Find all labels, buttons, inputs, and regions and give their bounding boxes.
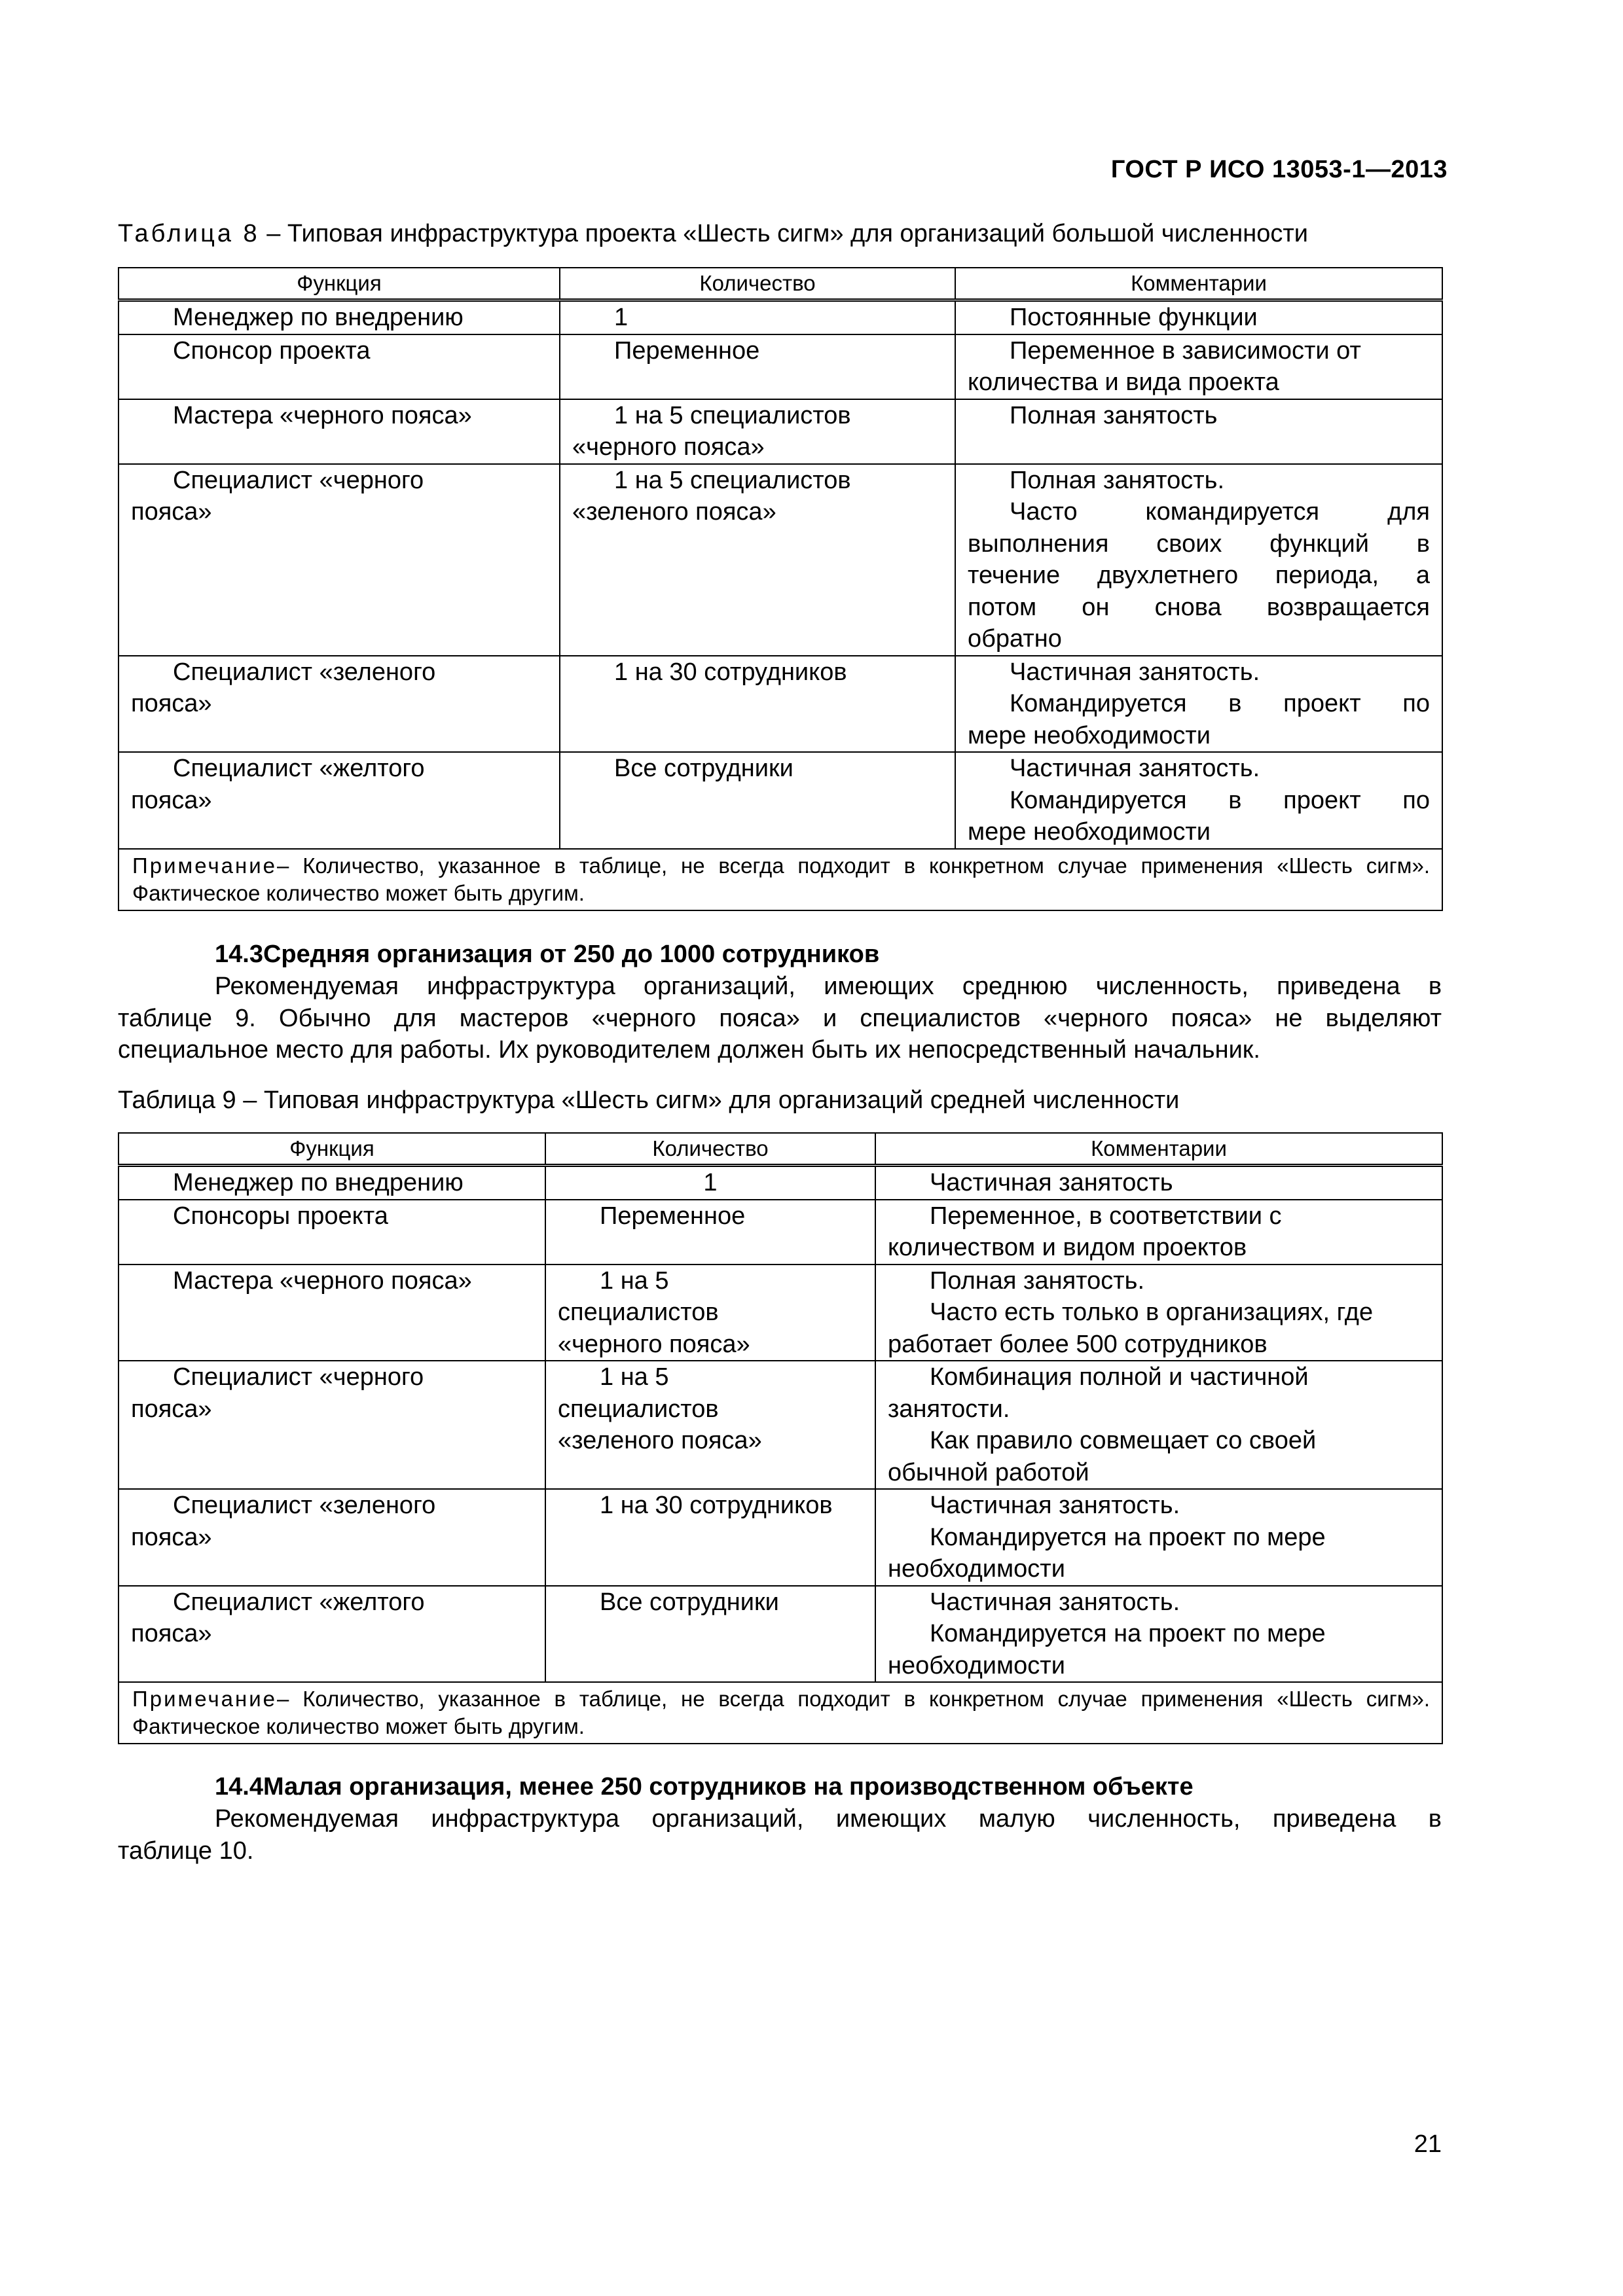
comment-cell: Частичная занятость. Командируется на проект по мере необходимости [875, 1586, 1442, 1683]
quantity-cell: 1 на 5 специалистов «зеленого пояса» [560, 464, 955, 656]
table-row [119, 1361, 1442, 1489]
function-cell: Специалист «желтого пояса» [119, 1586, 545, 1683]
column-header-quantity: Количество [560, 268, 955, 300]
column-header-comments: Комментарии [955, 268, 1442, 300]
comment-cell: Полная занятость. Часто командируется для выполнения своих функций в течение двухлетнего периода, а потом он снова возвращается обратно [955, 464, 1442, 656]
quantity-cell: Переменное [545, 1200, 875, 1265]
comment-cell: Комбинация полной и частичной занятости. Как правило совмещает со своей обычной работой [875, 1361, 1442, 1489]
table-row [119, 334, 1442, 399]
column-header-quantity: Количество [545, 1133, 875, 1166]
table-row [119, 1166, 1442, 1200]
section-14-4-paragraph: Рекомендуемая инфраструктура организаций, имеющих малую численность, приведена в таблице 10. [118, 1805, 1442, 1865]
table-9 [118, 1132, 1443, 1744]
quantity-cell: 1 [545, 1166, 875, 1200]
function-cell: Мастера «черного пояса» [119, 399, 560, 464]
table-8-caption [118, 218, 1308, 249]
table-row [119, 656, 1442, 753]
table-row [119, 399, 1442, 464]
table-header-row [119, 268, 1442, 300]
quantity-cell: Все сотрудники [545, 1586, 875, 1683]
table-row [119, 1586, 1442, 1683]
function-cell: Специалист «черного пояса» [119, 464, 560, 656]
comment-cell: Частичная занятость. Командируется в проект по мере необходимости [955, 656, 1442, 753]
table-note-row [119, 1682, 1442, 1744]
comment-cell: Переменное в зависимости от количества и вида проекта [955, 334, 1442, 399]
table-row [119, 1200, 1442, 1265]
function-cell: Специалист «зеленого пояса» [119, 1489, 545, 1586]
table-row [119, 1489, 1442, 1586]
comment-cell: Частичная занятость. Командируется на проект по мере необходимости [875, 1489, 1442, 1586]
comment-cell: Переменное, в соответствии с количеством и видом проектов [875, 1200, 1442, 1265]
comment-cell: Полная занятость [955, 399, 1442, 464]
function-cell: Спонсор проекта [119, 334, 560, 399]
column-header-function: Функция [119, 1133, 545, 1166]
table-8-caption-text: – Типовая инфраструктура проекта «Шесть сигм» для организаций большой численности [259, 220, 1308, 247]
quantity-cell: 1 [560, 300, 955, 334]
quantity-cell: 1 на 30 сотрудников [545, 1489, 875, 1586]
table-row [119, 752, 1442, 849]
table-8 [118, 267, 1443, 911]
table-header-row [119, 1133, 1442, 1166]
table-row [119, 1265, 1442, 1361]
page-number: 21 [1413, 2130, 1442, 2158]
quantity-cell: Переменное [560, 334, 955, 399]
comment-cell: Частичная занятость. Командируется в проект по мере необходимости [955, 752, 1442, 849]
function-cell: Спонсоры проекта [119, 1200, 545, 1265]
function-cell: Специалист «желтого пояса» [119, 752, 560, 849]
function-cell: Специалист «черного пояса» [119, 1361, 545, 1489]
table-note: Примечание– Количество, указанное в таблице, не всегда подходит в конкретном случае применения «Шесть сигм». Фактическое количество может быть другим. [119, 849, 1442, 910]
function-cell: Мастера «черного пояса» [119, 1265, 545, 1361]
section-14-3-title: 14.3Средняя организация от 250 до 1000 сотрудников [215, 941, 880, 968]
section-14-3-paragraph: Рекомендуемая инфраструктура организаций, имеющих среднюю численность, приведена в таблице 9. Обычно для мастеров «черного пояса» и специалистов «черного пояса» не выделяют специальное место для работы. Их руководителем должен быть их непосредственный начальник. [118, 973, 1442, 1064]
table-note: Примечание– Количество, указанное в таблице, не всегда подходит в конкретном случае применения «Шесть сигм». Фактическое количество может быть другим. [119, 1682, 1442, 1744]
quantity-cell: Все сотрудники [560, 752, 955, 849]
comment-cell: Постоянные функции [955, 300, 1442, 334]
section-14-4-title: 14.4Малая организация, менее 250 сотрудников на производственном объекте [215, 1773, 1194, 1801]
function-cell: Менеджер по внедрению [119, 1166, 545, 1200]
table-row [119, 300, 1442, 334]
comment-cell: Частичная занятость [875, 1166, 1442, 1200]
table-9-caption: Таблица 9 – Типовая инфраструктура «Шесть сигм» для организаций средней численности [118, 1086, 1180, 1114]
quantity-cell: 1 на 5 специалистов «зеленого пояса» [545, 1361, 875, 1489]
column-header-comments: Комментарии [875, 1133, 1442, 1166]
function-cell: Специалист «зеленого пояса» [119, 656, 560, 753]
function-cell: Менеджер по внедрению [119, 300, 560, 334]
column-header-function: Функция [119, 268, 560, 300]
quantity-cell: 1 на 5 специалистов «черного пояса» [560, 399, 955, 464]
quantity-cell: 1 на 5 специалистов «черного пояса» [545, 1265, 875, 1361]
table-note-row [119, 849, 1442, 910]
comment-cell: Полная занятость. Часто есть только в организациях, где работает более 500 сотрудников [875, 1265, 1442, 1361]
quantity-cell: 1 на 30 сотрудников [560, 656, 955, 753]
document-id-header: ГОСТ Р ИСО 13053-1—2013 [1110, 156, 1448, 183]
table-8-caption-lead: Таблица 8 [118, 220, 260, 247]
table-row [119, 464, 1442, 656]
